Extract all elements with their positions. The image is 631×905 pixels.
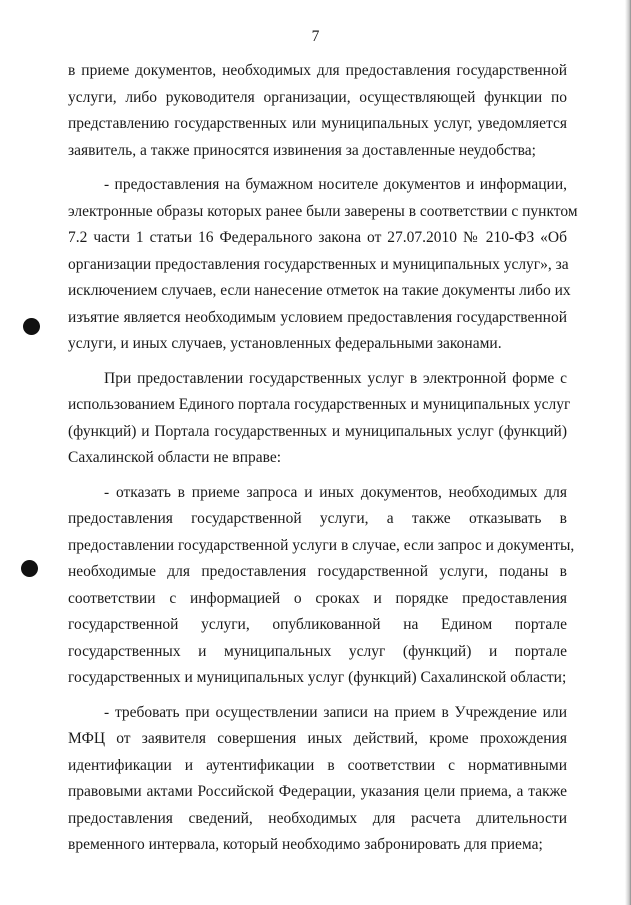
- text-line: 7.2 части 1 статьи 16 Федерального закона от 27.07.2010 № 210-ФЗ «Об: [68, 229, 567, 246]
- text-line: электронные образы которых ранее были заверены в соответствии с пунктом: [68, 202, 578, 220]
- paragraph-gap: [68, 358, 567, 366]
- text-line: временного интервала, который необходимо забронировать для приема;: [68, 836, 543, 853]
- text-line: представлению государственных или муниципальных услуг, уведомляется: [68, 115, 567, 132]
- text-line: правовыми актами Российской Федерации, указания цели приема, а также: [68, 783, 567, 800]
- text-line: предоставления государственной услуги, а также отказывать в: [68, 510, 567, 527]
- text-line: предоставления сведений, необходимых для расчета длительности: [68, 809, 567, 827]
- page-edge-shadow: [625, 0, 631, 905]
- text-line: При предоставлении государственных услуг в электронной форме с: [104, 369, 567, 387]
- text-line: МФЦ от заявителя совершения иных действий, кроме прохождения: [68, 730, 567, 747]
- paragraph-gap: [68, 692, 567, 700]
- text-line: в приеме документов, необходимых для предоставления государственной: [68, 62, 567, 79]
- text-line: государственных и муниципальных услуг (функций) Сахалинской области;: [68, 669, 567, 686]
- text-line: - требовать при осуществлении записи на прием в Учреждение или: [104, 703, 567, 721]
- text-line: организации предоставления государственных и муниципальных услуг», за: [68, 255, 569, 273]
- punch-hole: [21, 560, 38, 577]
- document-body: [68, 58, 578, 859]
- paragraph-gap: [68, 164, 567, 172]
- text-line: услуги, и иных случаев, установленных федеральными законами.: [68, 335, 502, 352]
- paragraph-gap: [68, 472, 567, 480]
- text-line: предоставлении государственной услуги в случае, если запрос и документы,: [68, 536, 575, 554]
- text-line: идентификации и аутентификации в соответствии с нормативными: [68, 756, 567, 774]
- text-line: - отказать в приеме запроса и иных документов, необходимых для: [104, 483, 567, 501]
- text-line: (функций) и Портала государственных и муниципальных услуг (функций): [68, 422, 567, 440]
- text-line: Сахалинской области не вправе:: [68, 449, 282, 466]
- page-number: 7: [311, 28, 320, 45]
- text-line: заявитель, а также приносятся извинения за доставленные неудобства;: [68, 141, 536, 159]
- text-line: государственных и муниципальных услуг (функций) и портале: [68, 642, 567, 660]
- text-line: необходимые для предоставления государственной услуги, поданы в: [68, 563, 567, 580]
- paragraph: [68, 480, 575, 692]
- text-line: использованием Единого портала государственных и муниципальных услуг: [68, 396, 571, 413]
- paragraph: [68, 172, 578, 358]
- paragraph: [68, 700, 567, 859]
- paragraph: [68, 58, 567, 164]
- text-line: изъятие является необходимым условием предоставления государственной: [68, 308, 567, 326]
- text-line: - предоставления на бумажном носителе документов и информации,: [104, 176, 567, 193]
- paragraph: [68, 366, 571, 472]
- text-line: услуги, либо руководителя организации, осуществляющей функции по: [68, 88, 567, 106]
- punch-hole: [23, 318, 40, 335]
- text-line: исключением случаев, если нанесение отметок на такие документы либо их: [68, 282, 571, 299]
- text-line: государственной услуги, опубликованной на Едином портале: [68, 616, 567, 633]
- text-line: соответствии с информацией о сроках и порядке предоставления: [68, 589, 567, 607]
